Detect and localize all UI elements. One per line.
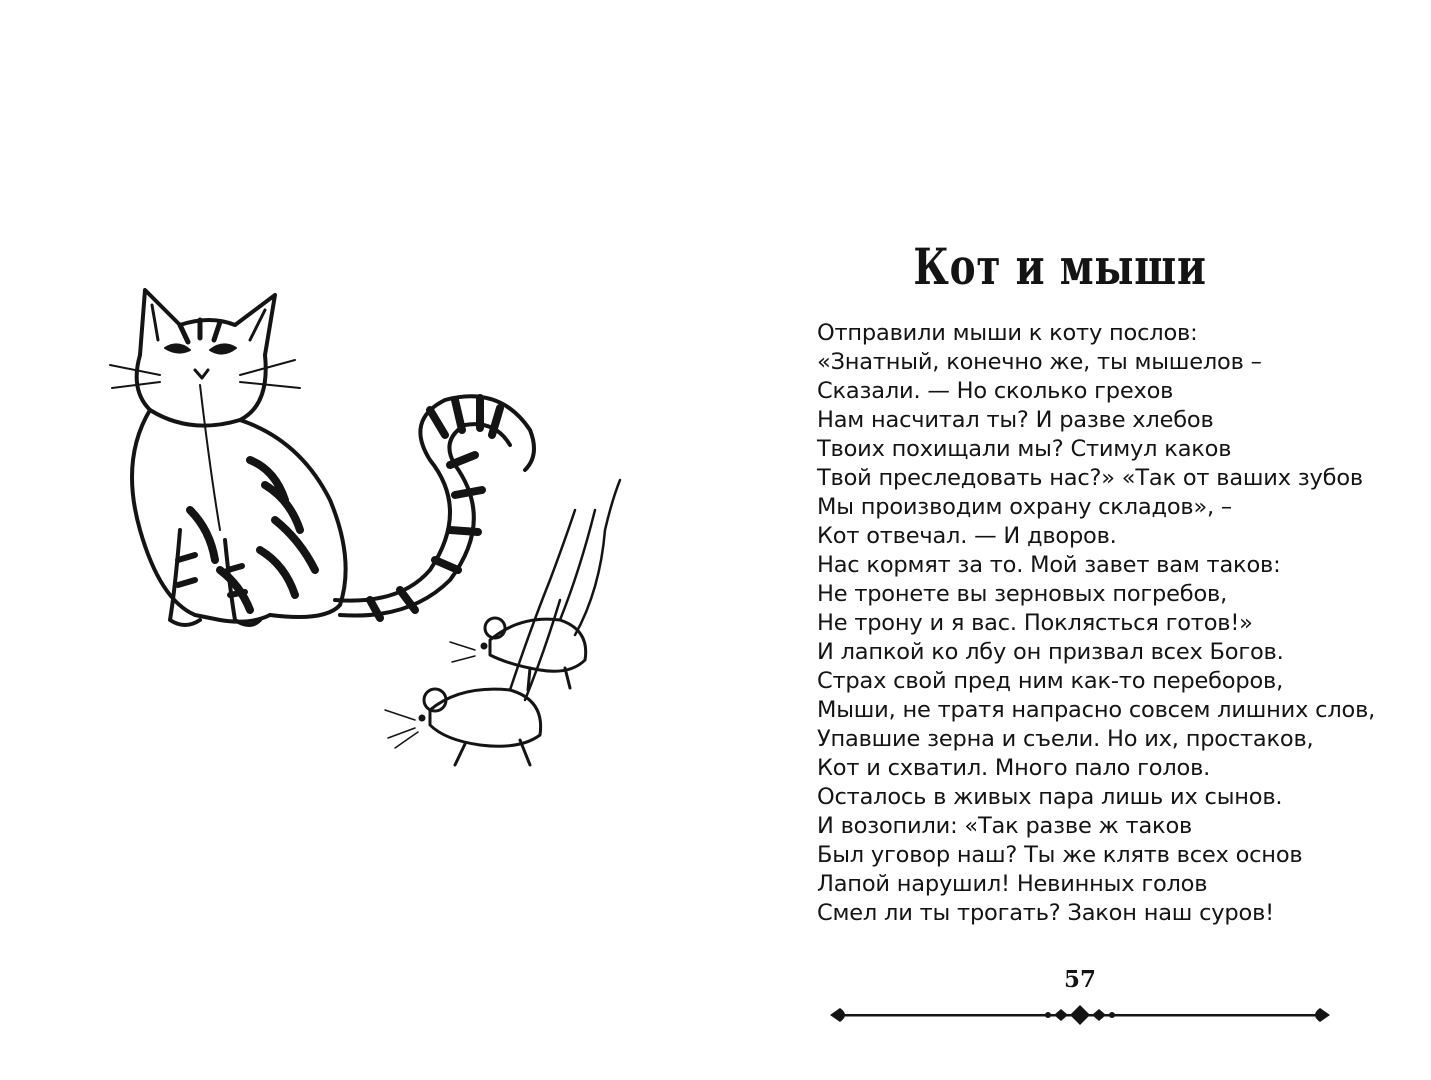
poem-text xyxy=(817,319,1417,928)
poem-line: Лапой нарушил! Невинных голов xyxy=(817,871,1208,897)
poem-line: Не трону и я вас. Поклясться готов!» xyxy=(817,610,1253,636)
poem-line: Кот отвечал. — И дворов. xyxy=(817,523,1117,549)
poem-line: Не тронете вы зерновых погребов, xyxy=(817,581,1228,607)
poem-line: Мыши, не тратя напрасно совсем лишних слов, xyxy=(817,697,1376,723)
poem-line: И лапкой ко лбу он призвал всех Богов. xyxy=(817,639,1284,665)
poem-line: Твоих похищали мы? Стимул каков xyxy=(817,436,1232,462)
poem-line: Смел ли ты трогать? Закон наш суров! xyxy=(817,900,1274,926)
cat-and-mice-illustration xyxy=(100,270,640,810)
ornamental-divider xyxy=(830,998,1330,1032)
poem-line: И возопили: «Так разве ж таков xyxy=(817,813,1193,839)
poem-line: «Знатный, конечно же, ты мышелов – xyxy=(817,349,1262,375)
poem-title: Кот и мыши xyxy=(913,237,1207,296)
poem-line: Был уговор наш? Ты же клятв всех основ xyxy=(817,842,1303,868)
left-page xyxy=(0,0,715,1080)
poem-line: Отправили мыши к коту послов: xyxy=(817,320,1198,346)
poem-line: Твой преследовать нас?» «Так от ваших зубов xyxy=(817,465,1363,491)
poem-line: Кот и схватил. Много пало голов. xyxy=(817,755,1211,781)
poem-line: Нам насчитал ты? И разве хлебов xyxy=(817,407,1214,433)
poem-line: Мы производим охрану складов», – xyxy=(817,494,1232,520)
page-number: 57 xyxy=(1063,966,1096,993)
poem-line: Упавшие зерна и съели. Но их, простаков, xyxy=(817,726,1314,752)
right-page xyxy=(715,0,1431,1080)
poem-line: Нас кормят за то. Мой завет вам таков: xyxy=(817,552,1281,578)
poem-line: Осталось в живых пара лишь их сынов. xyxy=(817,784,1283,810)
poem-line: Страх свой пред ним как-то переборов, xyxy=(817,668,1284,694)
poem-line: Сказали. — Но сколько грехов xyxy=(817,378,1174,404)
